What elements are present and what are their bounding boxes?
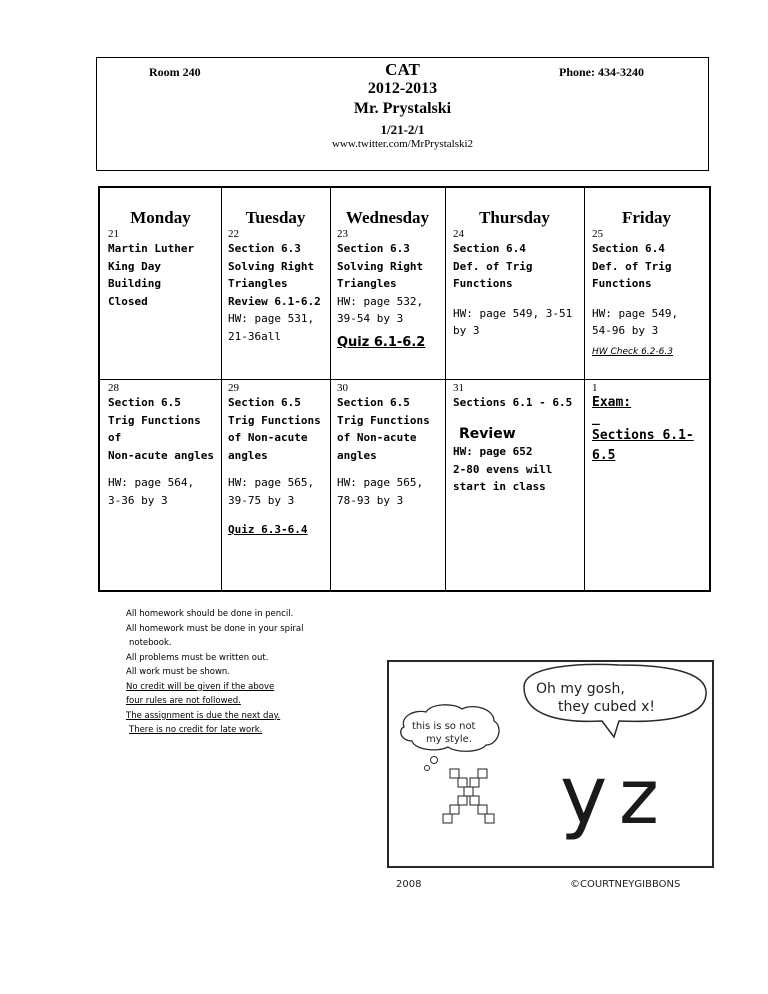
lesson-line: angles [228,448,268,462]
lesson-line: Solving Right [228,259,315,273]
homework-line: 39-54 by 3 [337,312,404,325]
homework-line: HW: page 532, [337,294,424,308]
lesson-line: of Non-acute [228,431,308,444]
homework-line: 3-36 by 3 [108,493,168,507]
review-label: Review [459,425,516,442]
rule-line: All problems must be written out. [126,652,269,663]
homework-line: HW: page 652 [453,445,533,458]
course-title: CAT [385,60,420,79]
date-number: 24 [453,228,464,240]
rule-line: The assignment is due the next day. [126,710,281,721]
homework-line: 39-75 by 3 [228,493,295,507]
date-number: 22 [228,228,239,240]
date-number: 30 [337,382,348,394]
day-header-thursday: Thursday [479,208,550,227]
lesson-line: Functions [592,277,652,290]
lesson-line: of Non-acute [337,431,417,444]
cell-thursday-24 [453,228,584,340]
rule-line: There is no credit for late work. [129,725,263,735]
holiday-line: King Day Building [108,259,161,290]
date-number: 31 [453,382,464,394]
column-divider [221,188,222,590]
rule-line: four rules are not followed. [126,696,241,706]
lesson-line: Def. of Trig [592,259,672,273]
day-header-monday: Monday [130,208,191,227]
homework-line: by 3 [453,324,480,337]
rule-line: All work must be shown. [126,667,231,677]
column-divider [584,188,585,590]
phone-number: Phone: 434-3240 [559,65,644,79]
date-number: 29 [228,382,239,394]
homework-line: start in class [453,480,546,493]
xyz-cartoon [374,657,722,893]
cartoon-year: 2008 [396,879,422,890]
lesson-line: Solving Right [337,259,424,273]
lesson-line: Section 6.3 [228,242,301,255]
rule-line: All homework should be done in pencil. [126,609,294,619]
lesson-line: Triangles [337,277,397,290]
day-header-friday: Friday [621,208,672,227]
cell-monday-21 [108,228,220,310]
lesson-line: Trig Functions of [108,413,201,444]
day-header-tuesday: Tuesday [245,208,306,227]
cell-friday-25 [592,228,710,358]
lesson-line: Trig Functions [228,413,321,427]
homework-line: 2-80 evens will [453,462,553,476]
bubble-text: my style. [426,734,472,745]
lesson-line: Triangles [228,277,288,290]
holiday-line: Closed [108,294,148,308]
homework-line: 21-36all [228,329,281,343]
date-number: 23 [337,228,348,240]
hw-check-label: HW Check 6.2-6.3 [592,346,673,357]
rule-line: notebook. [129,638,172,648]
date-number: 25 [592,228,603,240]
lesson-line: Non-acute angles [108,448,214,462]
bubble-text: this is so not [412,721,476,732]
day-header-wednesday: Wednesday [345,208,430,227]
bubble-text: Oh my gosh, [536,681,625,697]
lesson-line: Section 6.5 [228,396,301,409]
bubble-text: they cubed x! [558,699,656,715]
homework-line: 78-93 by 3 [337,493,404,507]
column-divider [445,188,446,590]
thought-dot [431,757,438,764]
teacher-name: Mr. Prystalski [353,100,452,117]
letter-x-label: X [374,657,375,658]
cell-friday-1 [592,382,710,466]
homework-line: HW: page 565, [228,476,315,489]
lesson-line: Sections 6.1 - 6.5 [453,396,573,409]
holiday-line: Martin Luther [108,242,195,255]
cubed-x-character [443,769,494,823]
thought-dot [425,766,430,771]
rule-line: No credit will be given if the above [126,681,275,692]
homework-rules [126,607,304,738]
homework-line: HW: page 565, [337,476,424,489]
letter-y: y [560,749,608,842]
cell-thursday-31 [453,382,584,496]
letter-z: z [619,752,659,841]
lesson-line: Functions [453,277,513,290]
date-range: 1/21-2/1 [380,122,425,137]
homework-line: 54-96 by 3 [592,324,659,337]
cell-monday-28 [108,382,220,509]
lesson-line: Review 6.1-6.2 [228,294,321,308]
school-year: 2012-2013 [367,80,438,97]
exam-label: Exam: [592,395,632,410]
header-box [96,57,709,171]
lesson-line: Trig Functions [337,413,430,427]
date-number: 1 [592,382,598,394]
lesson-line: Section 6.5 [108,396,181,409]
homework-line: HW: page 549, 3-51 [453,306,573,320]
date-number: 21 [108,228,119,240]
cell-tuesday-29 [228,382,330,539]
homework-line: HW: page 531, [228,312,315,325]
lesson-line: Section 6.5 [337,396,410,409]
cell-wednesday-23 [337,228,445,351]
lesson-line: Section 6.4 [592,242,665,255]
rule-line: All homework must be done in your spiral [126,623,304,634]
weekly-calendar [98,186,711,592]
lesson-line: Section 6.3 [337,242,410,255]
date-number: 28 [108,382,119,394]
exam-sections: Sections 6.1- [592,428,694,443]
row-divider [100,379,709,380]
quiz-label: Quiz 6.1-6.2 [337,334,426,350]
twitter-link[interactable]: www.twitter.com/MrPrystalski2 [331,138,474,150]
homework-line: HW: page 549, [592,306,679,320]
cartoon-credit: ©COURTNEYGIBBONS [570,879,681,890]
exam-dash: _ [592,411,600,426]
lesson-line: angles [337,448,377,462]
exam-sections: 6.5 [592,448,616,463]
room-number: Room 240 [149,65,201,79]
cell-wednesday-30 [337,382,445,509]
quiz-label: Quiz 6.3-6.4 [228,523,308,536]
cell-tuesday-22 [228,228,330,345]
column-divider [330,188,331,590]
homework-line: HW: page 564, [108,476,195,489]
lesson-line: Section 6.4 [453,242,526,255]
lesson-line: Def. of Trig [453,259,533,273]
